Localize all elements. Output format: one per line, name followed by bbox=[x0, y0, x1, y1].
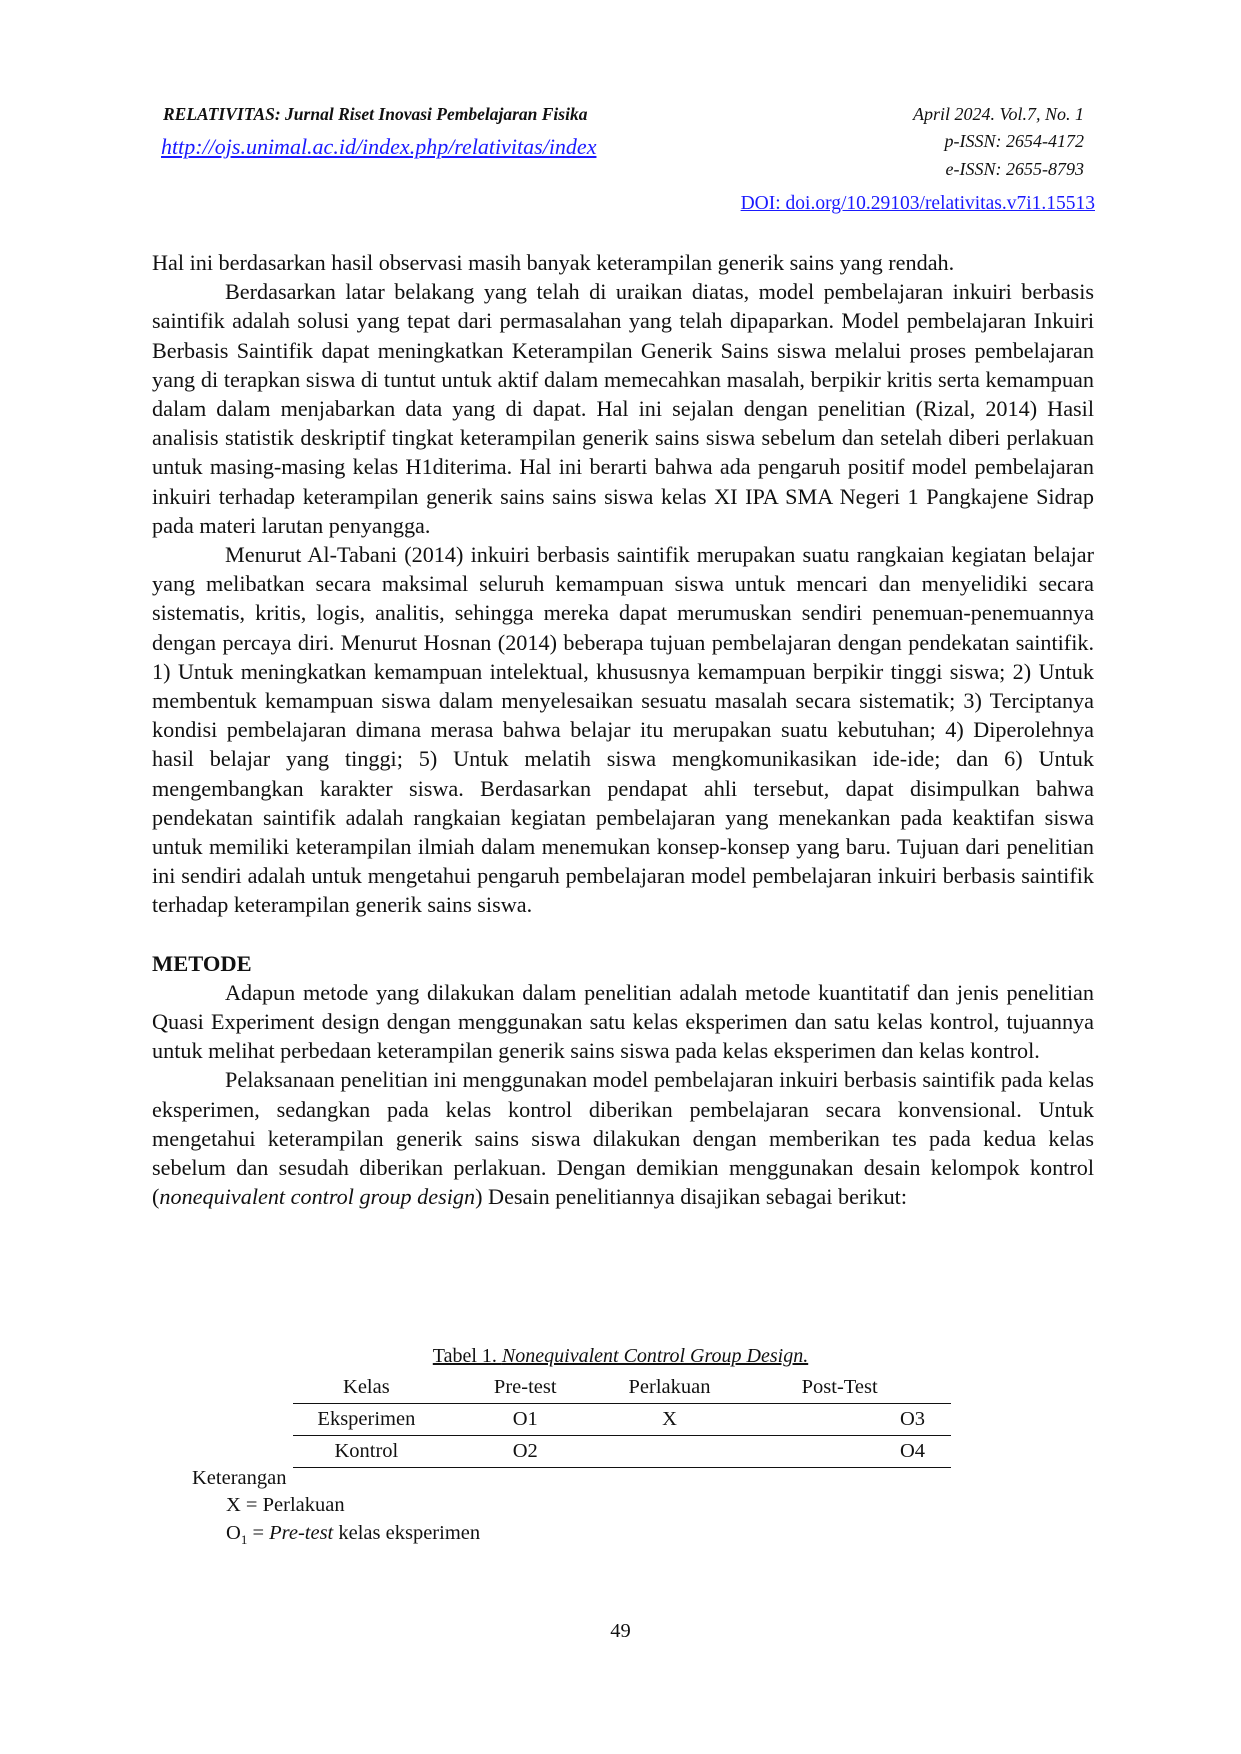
table-cell bbox=[611, 1436, 729, 1468]
table-caption-title: Nonequivalent Control Group Design. bbox=[501, 1345, 809, 1367]
paragraph-method: Adapun metode yang dilakukan dalam penelitian adalah metode kuantitatif dan jenis penelitian Quasi Experiment design dengan menggunakan satu kelas eksperimen dan satu kelas kontrol, tujuannya untuk melihat perbedaan keterampilan generik sains siswa pada kelas eksperimen dan kelas kontrol. bbox=[152, 979, 1094, 1064]
table-cell: O4 bbox=[728, 1436, 951, 1468]
paragraph-design-text-end: ) Desain penelitiannya disajikan sebagai berikut: bbox=[475, 1184, 908, 1210]
doi-link[interactable]: DOI: doi.org/10.29103/relativitas.v7i1.15513 bbox=[740, 193, 1095, 214]
table-cell: O1 bbox=[440, 1404, 611, 1436]
table-header-cell: Post-Test bbox=[728, 1372, 951, 1404]
paragraph-design bbox=[152, 1065, 1094, 1211]
table-header-cell: Perlakuan bbox=[611, 1372, 729, 1404]
table-row bbox=[293, 1404, 951, 1436]
legend-o1-symbol: O bbox=[226, 1522, 241, 1544]
table-cell: O2 bbox=[440, 1436, 611, 1468]
e-issn: e-ISSN: 2655-8793 bbox=[945, 159, 1084, 179]
legend-o1-rest: kelas eksperimen bbox=[333, 1522, 481, 1544]
table-cell: Kontrol bbox=[293, 1436, 440, 1468]
issue-info: April 2024. Vol.7, No. 1 bbox=[912, 104, 1084, 124]
table-header-cell: Pre-test bbox=[440, 1372, 611, 1404]
table-row bbox=[293, 1436, 951, 1468]
journal-url-link[interactable]: http://ojs.unimal.ac.id/index.php/relativitas/index bbox=[161, 134, 597, 159]
legend-o1 bbox=[226, 1522, 480, 1548]
legend-title: Keterangan bbox=[192, 1467, 287, 1489]
design-term: nonequivalent control group design bbox=[159, 1184, 476, 1210]
article-body bbox=[152, 248, 1094, 1212]
table-header-cell: Kelas bbox=[293, 1372, 440, 1404]
table-cell: Eksperimen bbox=[293, 1404, 440, 1436]
p-issn: p-ISSN: 2654-4172 bbox=[944, 131, 1084, 151]
page-header bbox=[0, 0, 1241, 230]
table-caption bbox=[0, 1345, 1241, 1368]
paragraph-design-text: Pelaksanaan penelitian ini menggunakan model pembelajaran inkuiri berbasis saintifik pada kelas eksperimen, sedangkan pada kelas kontrol diberikan pembelajaran secara konvensional. Untuk mengetahui keterampilan generik sains siswa dilakukan dengan memberikan tes pada kedua kelas sebelum dan sesudah diberikan perlakuan. Dengan demikian menggunakan desain kelompok kontrol ( bbox=[152, 1067, 1094, 1210]
paragraph-theory: Menurut Al-Tabani (2014) inkuiri berbasis saintifik merupakan suatu rangkaian kegiatan belajar yang melibatkan secara maksimal seluruh kemampuan siswa untuk mencari dan menyelidiki secara sistematis, kritis, logis, analitis, sehingga mereka dapat merumuskan sendiri penemuan-penemuannya dengan percaya diri. Menurut Hosnan (2014) beberapa tujuan pembelajaran dengan pendekatan saintifik. 1) Untuk meningkatkan kemampuan intelektual, khususnya kemampuan berpikir tinggi siswa; 2) Untuk membentuk kemampuan siswa dalam menyelesaikan sesuatu masalah secara sistematik; 3) Terciptanya kondisi pembelajaran dimana merasa bahwa belajar itu merupakan suatu kebutuhan; 4) Diperolehnya hasil belajar yang tinggi; 5) Untuk melatih siswa mengkomunikasikan ide-ide; dan 6) Untuk mengembangkan karakter siswa. Berdasarkan pendapat ahli tersebut, dapat disimpulkan bahwa pendekatan saintifik adalah rangkaian kegiatan pembelajaran yang menekankan pada keaktifan siswa untuk memiliki keterampilan ilmiah dalam menemukan konsep-konsep yang baru. Tujuan dari penelitian ini sendiri adalah untuk mengetahui pengaruh pembelajaran model pembelajaran inkuiri berbasis saintifik terhadap keterampilan generik sains siswa. bbox=[152, 542, 1094, 918]
table-caption-prefix: Tabel 1. bbox=[432, 1345, 502, 1367]
legend-x: X = Perlakuan bbox=[226, 1494, 345, 1516]
paragraph-continuation: Hal ini berdasarkan hasil observasi masih banyak keterampilan generik sains yang rendah. bbox=[152, 250, 955, 275]
journal-title: RELATIVITAS: Jurnal Riset Inovasi Pembelajaran Fisika bbox=[163, 104, 588, 124]
section-heading-metode: METODE bbox=[152, 950, 252, 976]
table-cell: X bbox=[611, 1404, 729, 1436]
legend-o1-italic: Pre-test bbox=[269, 1522, 334, 1544]
paragraph-background: Berdasarkan latar belakang yang telah di uraikan diatas, model pembelajaran inkuiri berbasis saintifik adalah solusi yang tepat dari permasalahan yang telah dipaparkan. Model pembelajaran Inkuiri Berbasis Saintifik dapat meningkatkan Keterampilan Generik Sains siswa melalui proses pembelajaran yang di terapkan siswa di tuntut untuk aktif dalam memecahkan masalah, berpikir kritis serta kemampuan dalam dalam menjabarkan data yang di dapat. Hal ini sejalan dengan penelitian (Rizal, 2014) Hasil analisis statistik deskriptif tingkat keterampilan generik sains siswa sebelum dan setelah diberi perlakuan untuk masing-masing kelas H1diterima. Hal ini berarti bahwa ada pengaruh positif model pembelajaran inkuiri terhadap keterampilan generik sains sains siswa kelas XI IPA SMA Negeri 1 Pangkajene Sidrap pada materi larutan penyangga. bbox=[152, 279, 1094, 538]
table-cell: O3 bbox=[728, 1404, 951, 1436]
legend-o1-eq: = bbox=[247, 1522, 270, 1544]
table-header-row bbox=[293, 1372, 951, 1404]
legend-o1-sub: 1 bbox=[240, 1532, 248, 1548]
page-number: 49 bbox=[610, 1620, 631, 1642]
design-table bbox=[293, 1372, 951, 1468]
